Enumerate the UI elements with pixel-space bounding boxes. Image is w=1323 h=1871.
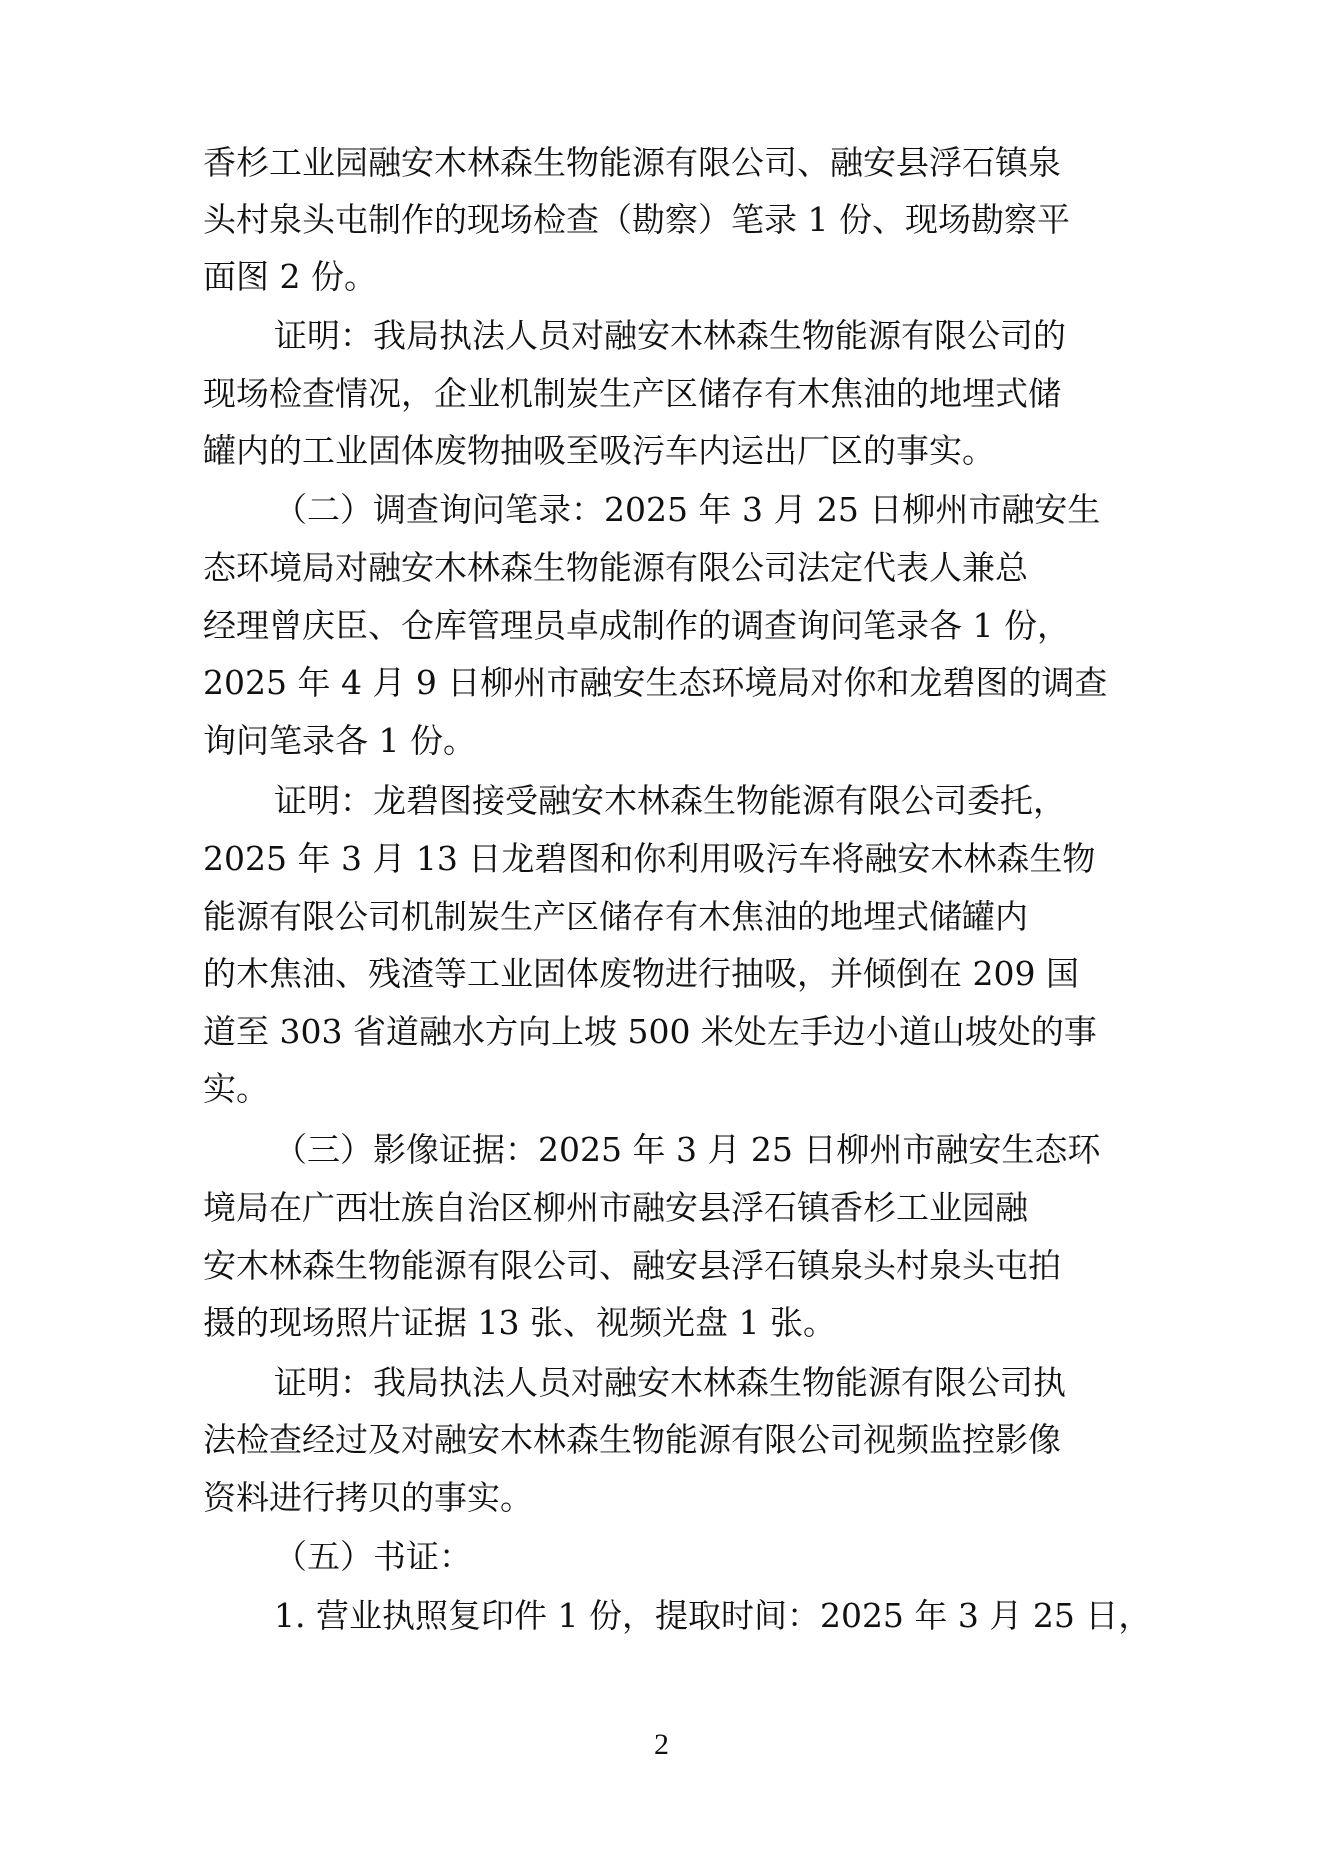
text-line-2: 头村泉头屯制作的现场检查（勘察）笔录 1 份、现场勘察平: [203, 200, 1070, 239]
text-line-11: 询问笔录各 1 份。: [203, 721, 476, 760]
text-line-24: 资料进行拷贝的事实。: [203, 1478, 533, 1517]
text-line-26: 1. 营业执照复印件 1 份，提取时间：2025 年 3 月 25 日，: [274, 1596, 1152, 1635]
text-line-5: 现场检查情况，企业机制炭生产区储存有木焦油的地埋式储: [203, 374, 1061, 413]
text-line-16: 道至 303 省道融水方向上坡 500 米处左手边小道山坡处的事: [203, 1012, 1097, 1051]
text-line-15: 的木焦油、残渣等工业固体废物进行抽吸，并倾倒在 209 国: [203, 954, 1079, 993]
text-line-22: 证明：我局执法人员对融安木林森生物能源有限公司执: [274, 1363, 1066, 1402]
text-line-25: （五）书证：: [274, 1537, 472, 1576]
text-line-6: 罐内的工业固体废物抽吸至吸污车内运出厂区的事实。: [203, 431, 995, 470]
text-line-13: 2025 年 3 月 13 日龙碧图和你利用吸污车将融安木林森生物: [203, 839, 1096, 878]
text-line-17: 实。: [203, 1069, 269, 1108]
text-line-7: （二）调查询问笔录：2025 年 3 月 25 日柳州市融安生: [274, 490, 1101, 529]
text-line-3: 面图 2 份。: [203, 257, 377, 296]
text-line-12: 证明：龙碧图接受融安木林森生物能源有限公司委托，: [274, 781, 1066, 820]
text-line-14: 能源有限公司机制炭生产区储存有木焦油的地埋式储罐内: [203, 897, 1028, 936]
text-line-23: 法检查经过及对融安木林森生物能源有限公司视频监控影像: [203, 1420, 1061, 1459]
text-line-21: 摄的现场照片证据 13 张、视频光盘 1 张。: [203, 1303, 836, 1342]
text-line-19: 境局在广西壮族自治区柳州市融安县浮石镇香杉工业园融: [203, 1188, 1028, 1227]
text-line-9: 经理曾庆臣、仓库管理员卓成制作的调查询问笔录各 1 份，: [203, 606, 1070, 645]
text-line-20: 安木林森生物能源有限公司、融安县浮石镇泉头村泉头屯拍: [203, 1246, 1061, 1285]
text-line-10: 2025 年 4 月 9 日柳州市融安生态环境局对你和龙碧图的调查: [203, 663, 1108, 702]
page-number: 2: [654, 1728, 669, 1761]
text-line-18: （三）影像证据：2025 年 3 月 25 日柳州市融安生态环: [274, 1130, 1101, 1169]
text-line-8: 态环境局对融安木林森生物能源有限公司法定代表人兼总: [203, 548, 1028, 587]
text-line-4: 证明：我局执法人员对融安木林森生物能源有限公司的: [274, 316, 1066, 355]
text-line-1: 香杉工业园融安木林森生物能源有限公司、融安县浮石镇泉: [203, 143, 1061, 182]
